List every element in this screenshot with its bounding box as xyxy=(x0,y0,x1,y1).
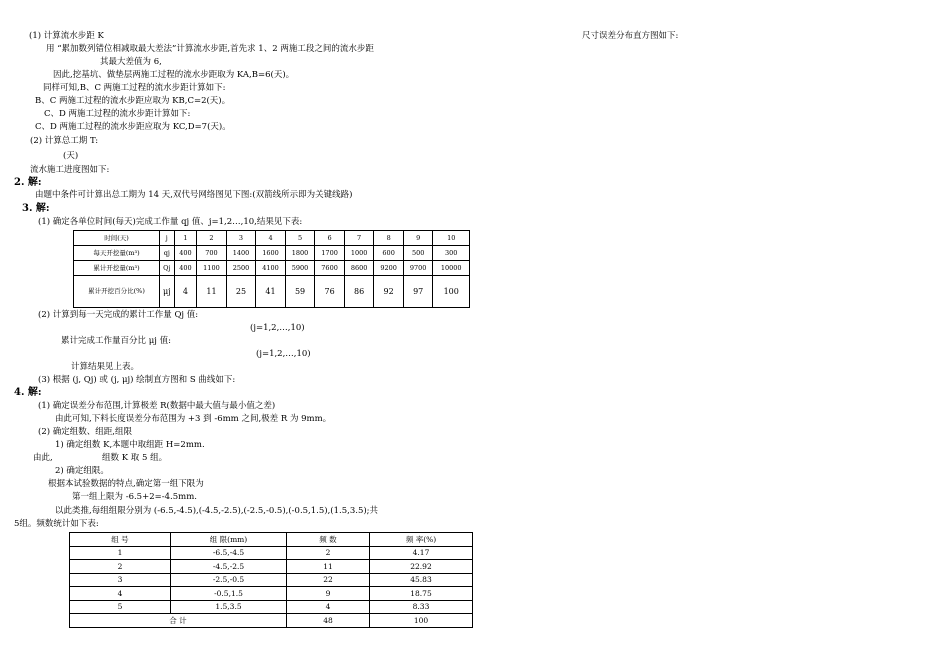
table-row: 1 -6.5,-4.5 2 4.17 xyxy=(70,546,473,560)
table-total-row: 合 计 48 100 xyxy=(70,614,473,628)
text-line: C、D 两施工过程的流水步距计算如下: xyxy=(44,109,191,119)
histogram-caption: 尺寸误差分布直方图如下: xyxy=(582,31,679,41)
text-line: 由题中条件可计算出总工期为 14 天,双代号网络图见下图:(双箭线所示即为关键线路) xyxy=(35,190,353,200)
text-line: (2) 计算总工期 T: xyxy=(30,136,99,146)
text-line: (2) 计算到每一天完成的累计工作量 Qj 值: xyxy=(38,310,199,320)
text-line: 由此, xyxy=(33,453,53,463)
text-line: 2) 确定组限。 xyxy=(55,466,109,476)
text-line: (1) 确定误差分布范围,计算极差 R(数据中最大值与最小值之差) xyxy=(38,401,276,411)
text-line: 其最大差值为 6, xyxy=(100,57,162,67)
text-line: 根据本试验数据的特点,确定第一组下限为 xyxy=(48,479,204,489)
text-line: B、C 两施工过程的流水步距应取为 KB,C=2(天)。 xyxy=(35,96,231,106)
table-header-row: 组 号 组 限(mm) 频 数 频 率(%) xyxy=(70,533,473,547)
text-line: 以此类推,每组组限分别为 (-6.5,-4.5),(-4.5,-2.5),(-2.5,-0.5),(-0.5,1.5),(1.5,3.5);共 xyxy=(55,506,379,516)
step-heading: (1) 计算流水步距 K xyxy=(29,31,104,41)
text-line: 组数 K 取 5 组。 xyxy=(102,453,168,463)
text-line: 第一组上限为 -6.5+2=-4.5mm. xyxy=(72,492,197,502)
table-row: 2 -4.5,-2.5 11 22.92 xyxy=(70,560,473,574)
text-line: 由此可知,下料长度误差分布范围为 +3 到 -6mm 之间,极差 R 为 9mm。 xyxy=(55,414,332,424)
text-line: 因此,挖基坑、做垫层两施工过程的流水步距取为 KA,B=6(天)。 xyxy=(53,70,295,80)
text-line: (3) 根据 (j, Qj) 或 (j, μj) 绘制直方图和 S 曲线如下: xyxy=(38,375,236,385)
text-line: 流水施工进度图如下: xyxy=(30,165,110,175)
table-header-row: 时间(天) j 1 2 3 4 5 6 7 8 9 10 xyxy=(74,231,470,246)
answer-heading-4: 4. 解: xyxy=(14,387,42,398)
table-row: 累计开挖百分比(%) μj 4 11 25 41 59 76 86 92 97 100 xyxy=(74,276,470,308)
table-row: 4 -0.5,1.5 9 18.75 xyxy=(70,587,473,601)
table-row: 3 -2.5,-0.5 22 45.83 xyxy=(70,573,473,587)
text-line: 1) 确定组数 K,本题中取组距 H=2mm. xyxy=(55,440,205,450)
frequency-table xyxy=(69,532,473,628)
table-row: 每天开挖量(m³) qj 400 700 1400 1600 1800 1700 1000 600 500 300 xyxy=(74,246,470,261)
text-line: (2) 确定组数、组距,组限 xyxy=(38,427,132,437)
text-line: 5组。频数统计如下表: xyxy=(14,519,99,529)
text-line: 同样可知,B、C 两施工过程的流水步距计算如下: xyxy=(43,83,226,93)
text-line: 计算结果见上表。 xyxy=(71,362,140,372)
table-row: 累计开挖量(m³) Qj 400 1100 2500 4100 5900 7600 8600 9200 9700 10000 xyxy=(74,261,470,276)
answer-heading-2: 2. 解: xyxy=(14,177,42,188)
table-row: 5 1.5,3.5 4 8.33 xyxy=(70,600,473,614)
text-line: C、D 两施工过程的流水步距应取为 KC,D=7(天)。 xyxy=(35,122,231,132)
text-line: 用 “累加数列错位相减取最大差法”计算流水步距,首先求 1、2 两施工段之间的流水步距 xyxy=(46,44,374,54)
text-line: 累计完成工作量百分比 μj 值: xyxy=(61,336,171,346)
formula-range: (j=1,2,…,10) xyxy=(256,349,311,359)
formula-range: (j=1,2,…,10) xyxy=(250,323,305,333)
text-line: (天) xyxy=(63,151,79,161)
text-line: (1) 确定各单位时间(每天)完成工作量 qj 值、j=1,2…,10,结果见下表: xyxy=(38,217,303,227)
workload-table xyxy=(73,230,470,308)
answer-heading-3: 3. 解: xyxy=(22,203,50,214)
